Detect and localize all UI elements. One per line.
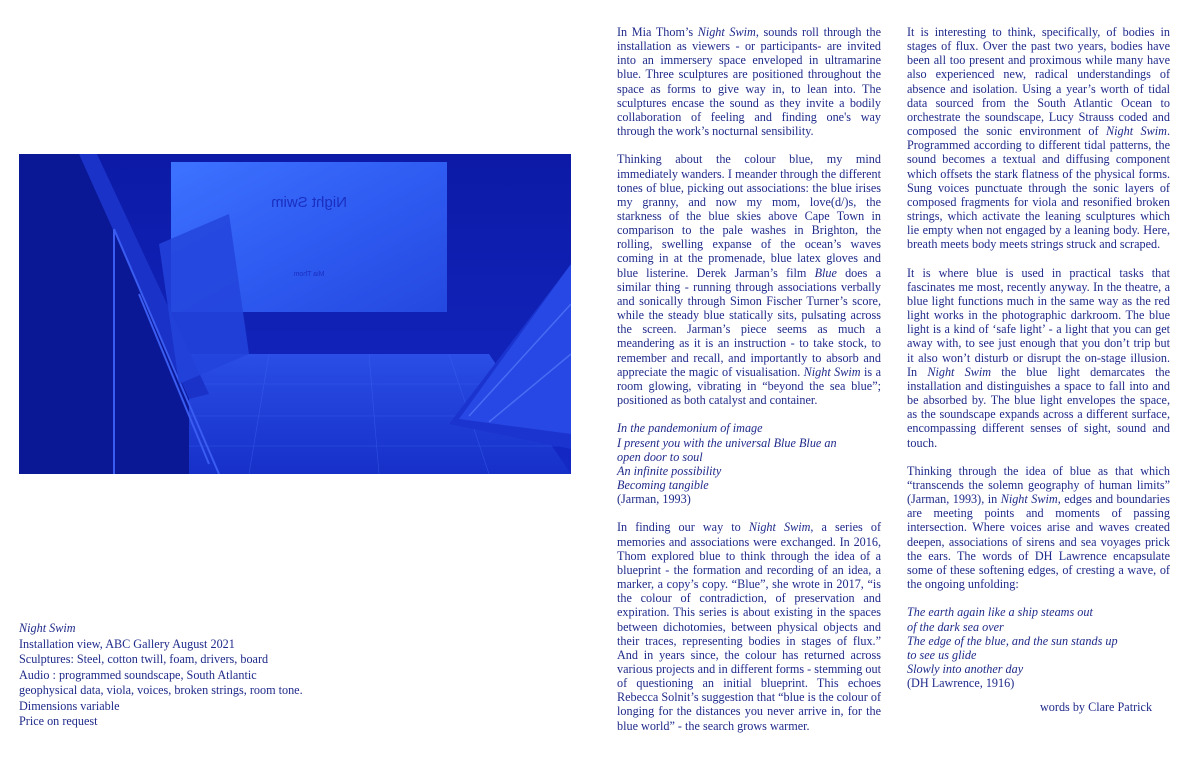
poem-quote: In the pandemonium of image I present you with the universal Blue Blue an open door to soul An infinite possibility Becoming tangible (Jarman, 1993) [617, 421, 881, 506]
projection-subtitle: Mia Thom [293, 271, 325, 278]
paragraph: In Mia Thom’s Night Swim, sounds roll through the installation as viewers - or participants- are invited into an immersery space enveloped in ultramarine blue. Three sculptures are positioned throughout the space as forms to give way in, to lean into. The sculptures encase the sound as they invite a bodily collaboration of feeling and finding one's way through the work’s nocturnal sensibility. [617, 25, 882, 139]
artwork-caption [19, 621, 349, 730]
projection-title: Night Swim [271, 194, 347, 211]
poem-source: (Jarman, 1993) [617, 492, 691, 507]
installation-photo [19, 154, 571, 474]
paragraph: In finding our way to Night Swim, a series of memories and associations were exchanged. In 2016, Thom explored blue to think through the idea of a blueprint - the formation and recording of an idea, a marker, a copy’s copy. “Blue”, she wrote in 2017, “is the colour of contradiction, of preservation and expiration. This series is about existing in the spaces between dichotomies, between physical objects and their traces, representing bodies in stages of flux.” And in years since, the colour has returned across various projects and in different forms - stemming out of questioning an initial blueprint. This echoes Rebecca Solnit’s suggestion that “blue is the colour of longing for the distances you never arrive in, for the blue world” - the search grows warmer. [617, 520, 882, 733]
installation-illustration [19, 154, 571, 474]
poem-source: (DH Lawrence, 1916) [907, 676, 1015, 691]
caption-line: Price on request [19, 714, 98, 728]
paragraph: Thinking about the colour blue, my mind immediately wanders. I meander through the different tones of blue, picking out associations: the blue irises my granny, and now my mom, love(d/)s, the starkness of the blue skies above Cape Town in comparison to the pale washes in Brighton, the rolling, swelling expanse of the ocean’s waves coming in at the promenade, blue latex gloves and blue listerine. Derek Jarman’s film Blue does a similar thing - running through associations verbally and sonically through Simon Fischer Turner’s score, while the steady blue statically sits, pulsating across the screen. Jarman’s piece seems as much a meandering as it is an instruction - to take stock, to remember and recall, and importantly to absorb and appreciate the magic of visualisation. Night Swim is a room glowing, vibrating in “beyond the sea blue”; positioned as both catalyst and container. [617, 152, 881, 408]
paragraph: Thinking through the idea of blue as that which “transcends the solemn geography of human limits” (Jarman, 1993), in Night Swim, edges and boundaries are meeting points and moments of passing intersection. Where voices arise and waves created deepen, associations of sirens and sea voyages prick the ears. The words of DH Lawrence encapsulate some of these softening edges, of cresting a wave, of the ongoing unfolding: [907, 463, 1170, 592]
paragraph: It is where blue is used in practical tasks that fascinates me most, recently anyway. In the theatre, a blue light functions much in the same way as the red light works in the photographic darkroom. The blue light is a kind of ‘safe light’ - a light that you can get away with, to see just enough that you don’t trip but it also won’t disturb or disrupt the on-stage illusion. In Night Swim the blue light demarcates the installation and distinguishes a space to fall into and be absorbed by. The blue light envelopes the space, as the soundscape expands across a different surface, encompassing different senses of sight, sound and touch. [907, 265, 1170, 450]
paragraph: It is interesting to think, specifically, of bodies in stages of flux. Over the past two years, bodies have been all too present and proximous while many have also experienced new, radical understandings of absence and isolation. Using a year’s worth of tidal data sourced from the South Atlantic Ocean to orchestrate the soundscape, Lucy Strauss coded and composed the sonic environment of Night Swim. Programmed according to different tidal patterns, the sound becomes a textual and diffusing component which offsets the stark flatness of the physical forms. Sung voices punctuate through the sonic layers of composed fragments for viola and resonified broken strings, which activate the leaning sculptures which lie empty when not engaged by a leaning body. Here, breath meets body meets strings struck and scraped. [907, 25, 1170, 252]
author-credit: words by Clare Patrick [1040, 700, 1153, 714]
caption-line: geophysical data, viola, voices, broken strings, room tone. [19, 683, 303, 697]
caption-line: Dimensions variable [19, 698, 120, 713]
caption-title: Night Swim [19, 621, 76, 635]
caption-line: Audio : programmed soundscape, South Atlantic [19, 667, 257, 682]
text-column-1 [617, 25, 881, 747]
caption-line: Sculptures: Steel, cotton twill, foam, drivers, board [19, 652, 269, 666]
text-column-2 [907, 25, 1170, 704]
poem-quote: The earth again like a ship steams out of the dark sea over The edge of the blue, and the sun stands up to see us glide Slowly into another day (DH Lawrence, 1916) [907, 605, 1170, 690]
caption-line: Installation view, ABC Gallery August 2021 [19, 636, 235, 651]
